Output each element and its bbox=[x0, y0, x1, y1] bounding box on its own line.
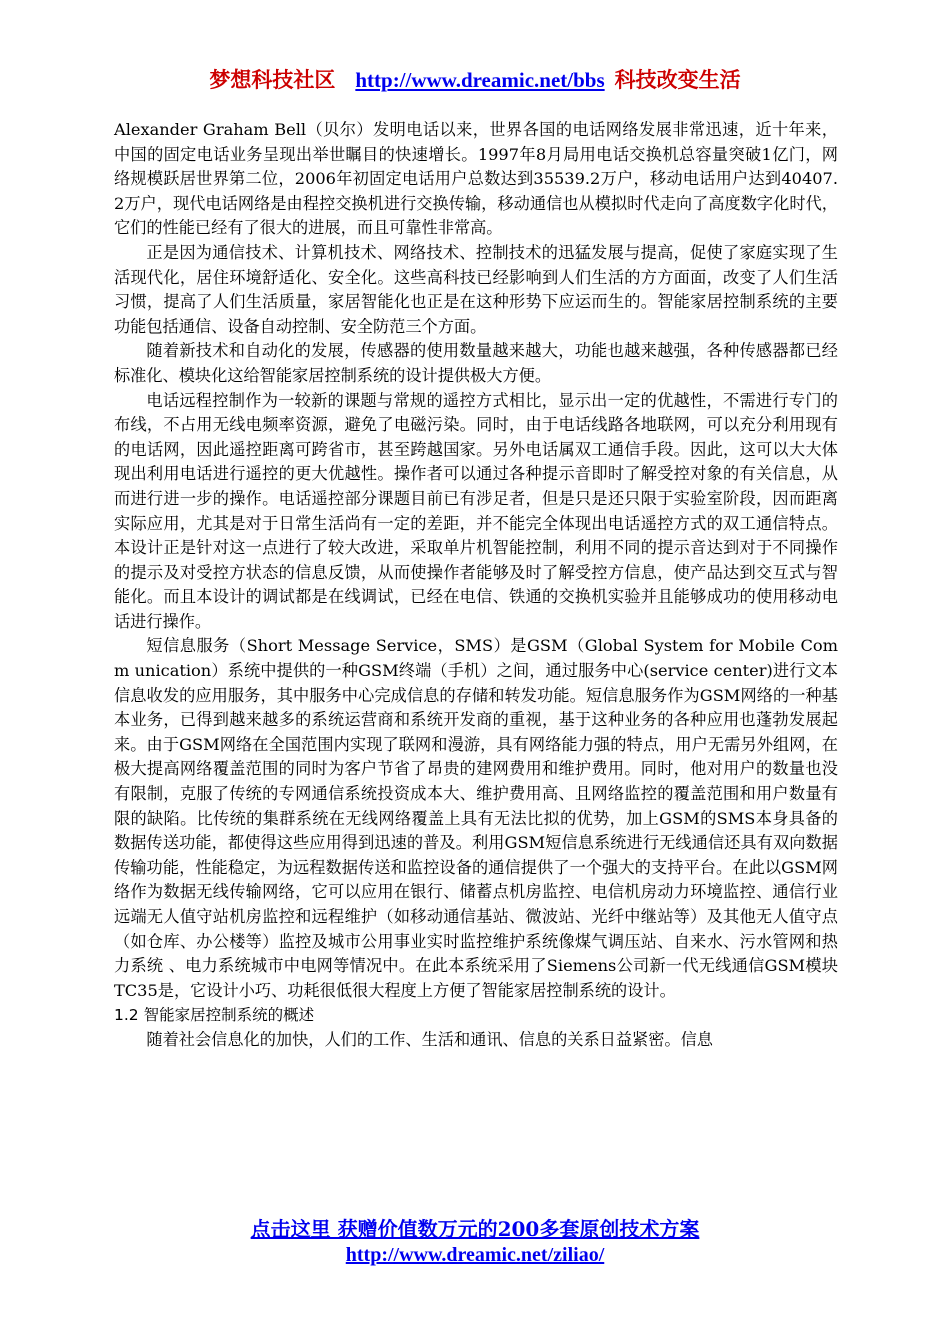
paragraph-phone-control: 电话远程控制作为一较新的课题与常规的遥控方式相比，显示出一定的优越性，不需进行专门的布线，不占用无线电频率资源，避免了电磁污染。同时，由于电话线路各地联网，可以充分利用现有的电话网，因此遥控距离可跨省市，甚至跨越国家。另外电话属双工通信手段。因此，这可以大大体现出利用电话进行遥控的更大优越性。操作者可以通过各种提示音即时了解受控对象的有关信息，从而进行进一步的操作。电话遥控部分课题目前已有涉足者，但是只是还只限于实验室阶段，因而距离实际应用，尤其是对于日常生活尚有一定的差距，并不能完全体现出电话遥控方式的双工通信特点。本设计正是针对这一点进行了较大改进，采取单片机智能控制，利用不同的提示音达到对于不同操作的提示及对受控方状态的信息反馈，从而使操作者能够及时了解受控方信息，使产品达到交互式与智能化。而且本设计的调试都是在线调试，已经在电信、铁通的交换机实验并且能够成功的使用移动电话进行操作。 bbox=[114, 390, 838, 631]
page-footer bbox=[0, 1216, 950, 1268]
section-heading: 1.2 智能家居控制系统的概述 bbox=[114, 1006, 315, 1025]
forum-link[interactable]: http://www.dreamic.net/bbs bbox=[355, 68, 605, 92]
page-header bbox=[0, 66, 950, 94]
resources-link[interactable]: http://www.dreamic.net/ziliao/ bbox=[345, 1244, 605, 1266]
promo-link[interactable]: 点击这里 获赠价值数万元的200多套原创技术方案 bbox=[250, 1217, 700, 1241]
paragraph-sms: 短信息服务（Short Message Service，SMS）是GSM（Global System for Mobile Comm unication）系统中提供的一种GSM终端（手机）之间，通过服务中心(service center)进行文本信息收发的应用服务，其中服务中心完成信息的存储和转发功能。短信息服务作为GSM网络的一种基本业务，已得到越来越多的系统运营商和系统开发商的重视，基于这种业务的各种应用也蓬勃发展起来。由于GSM网络在全国范围内实现了联网和漫游，具有网络能力强的特点，用户无需另外组网，在极大提高网络覆盖范围的同时为客户节省了昂贵的建网费用和维护费用。同时，他对用户的数量也没有限制，克服了传统的专网通信系统投资成本大、维护费用高、且网络监控的覆盖范围和用户数量有限的缺陷。比传统的集群系统在无线网络覆盖上具有无法比拟的优势，加上GSM的SMS本身具备的数据传送功能，都使得这些应用得到迅速的普及。利用GSM短信息系统进行无线通信还具有双向数据传输功能，性能稳定，为远程数据传送和监控设备的通信提供了一个强大的支持平台。在此以GSM网络作为数据无线传输网络，它可以应用在银行、储蓄点机房监控、电信机房动力环境监控、通信行业远端无人值守站机房监控和远程维护（如移动通信基站、微波站、光纤中继站等）及其他无人值守点（如仓库、办公楼等）监控及城市公用事业实时监控维护系统像煤气调压站、自来水、污水管网和热力系统 、电力系统城市中电网等情况中。在此本系统采用了Siemens公司新一代无线通信GSM模块TC35是，它设计小巧、功耗很低很大程度上方便了智能家居控制系统的设计。 bbox=[114, 636, 838, 1000]
site-name: 梦想科技社区 bbox=[209, 68, 336, 92]
paragraph-smart-home: 正是因为通信技术、计算机技术、网络技术、控制技术的迅猛发展与提高，促使了家庭实现了生活现代化，居住环境舒适化、安全化。这些高科技已经影响到人们生活的方方面面，改变了人们生活习惯，提高了人们生活质量，家居智能化也正是在这种形势下应运而生的。智能家居控制系统的主要功能包括通信、设备自动控制、安全防范三个方面。 bbox=[114, 242, 838, 336]
paragraph-overview: 随着社会信息化的加快，人们的工作、生活和通讯、信息的关系日益紧密。信息 bbox=[146, 1029, 713, 1049]
document-body bbox=[114, 118, 838, 1053]
site-slogan: 科技改变生活 bbox=[614, 68, 741, 92]
paragraph-intro: Alexander Graham Bell（贝尔）发明电话以来，世界各国的电话网络发展非常迅速，近十年来，中国的固定电话业务呈现出举世瞩目的快速增长。1997年8月局用电话交换机总容量突破1亿门，网络规模跃居世界第二位，2006年初固定电话用户总数达到35539.2万户，移动电话用户达到40407.2万户，现代电话网络是由程控交换机进行交换传输，移动通信也从模拟时代走向了高度数字化时代，它们的性能已经有了很大的进展，而且可靠性非常高。 bbox=[114, 120, 838, 238]
paragraph-sensors: 随着新技术和自动化的发展，传感器的使用数量越来越大，功能也越来越强，各种传感器都已经标准化、模块化这给智能家居控制系统的设计提供极大方便。 bbox=[114, 341, 838, 385]
